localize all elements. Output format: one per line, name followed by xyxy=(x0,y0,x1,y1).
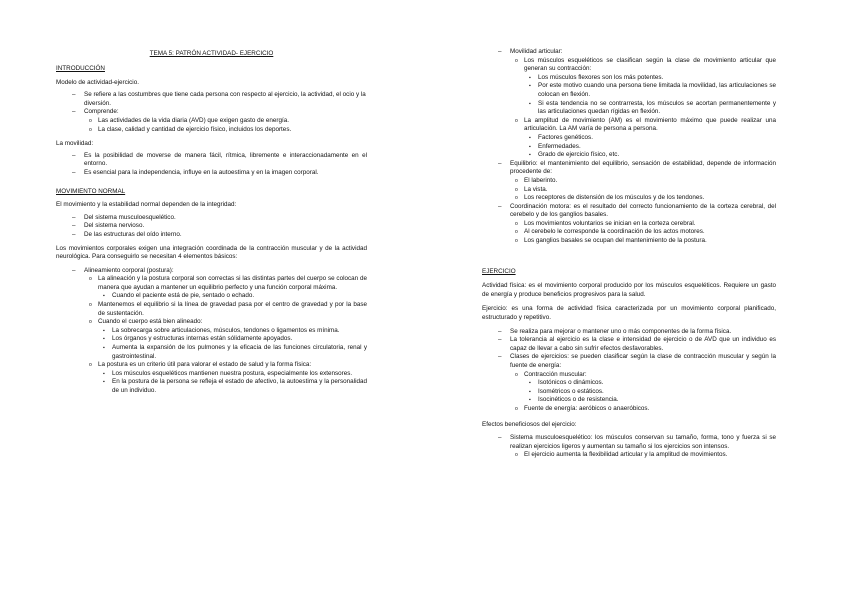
list-item-text: Contracción muscular: xyxy=(524,370,587,378)
right-column xyxy=(482,0,776,460)
list-item: ▪ Isocinéticos o de resistencia. xyxy=(524,396,776,405)
list-item: o Los movimientos voluntarios se inician en la corteza cerebral. xyxy=(510,220,776,229)
movimiento-paragraph: Los movimientos corporales exigen una integración coordinada de la contracción muscular y de la actividad neurológica. Para conseguirlo se necesitan 4 elementos básicos: xyxy=(56,244,367,261)
document-title: TEMA 5: PATRÓN ACTIVIDAD- EJERCICIO xyxy=(149,50,274,57)
list-item: ▪ Los músculos esqueléticos mantienen nuestra postura, especialmente los extensores. xyxy=(98,370,367,379)
list-item: ▪ Factores genéticos. xyxy=(524,134,776,143)
alineamiento-label: Alineamiento corporal (postura): xyxy=(84,266,174,274)
intro-text: Modelo de actividad-ejercicio. xyxy=(56,78,139,86)
list-item xyxy=(510,57,776,117)
list-item: ▪ Los músculos flexores son los más potentes. xyxy=(524,74,776,83)
heading-movimiento-normal: MOVIMIENTO NORMAL xyxy=(56,187,126,195)
list-item xyxy=(482,434,776,460)
list-item xyxy=(482,160,776,203)
list-item xyxy=(482,48,776,160)
sub-sub-list xyxy=(98,370,367,396)
list-item: ▪ Por este motivo cuando una persona tiene limitada la movilidad, las articulaciones se colocan en flexión. xyxy=(524,82,776,99)
coordinacion-text: Coordinación motora: es el resultado del correcto funcionamiento de la corteza cerebral, del cerebelo y de los ganglios basales. xyxy=(510,202,776,219)
list-item: – La tolerancia al ejercicio es la clase e intensidad de ejercicio o de AVD que un individuo es capaz de llevar a cabo sin sufrir efectos desfavorables. xyxy=(482,336,776,353)
movimiento-text: El movimiento y la estabilidad normal dependen de la integridad: xyxy=(56,201,237,209)
left-column xyxy=(56,0,367,396)
list-item-text: Los músculos esqueléticos se clasifican según la clase de movimiento articular que generan su contracción: xyxy=(524,56,776,73)
list-item: ▪ Isométricos o estáticos. xyxy=(524,388,776,397)
list-item: o La clase, calidad y cantidad de ejercicio físico, incluidos los deportes. xyxy=(84,126,367,135)
list-item: ▪ Aumenta la expansión de los pulmones y la eficacia de las funciones circulatoria, renal y gastrointestinal. xyxy=(98,344,367,361)
sub-sub-list xyxy=(98,292,367,301)
list-item: o El laberinto. xyxy=(510,177,776,186)
efectos-label: Efectos beneficiosos del ejercicio: xyxy=(482,420,577,428)
list-item-text: Clases de ejercicios: se pueden clasificar según la clase de contracción muscular y según la fuente de energía: xyxy=(510,353,776,369)
sub-list xyxy=(510,220,776,246)
list-item xyxy=(482,203,776,246)
list-item xyxy=(84,275,367,301)
list-item: ▪ Grado de ejercicio físico, etc. xyxy=(524,151,776,160)
list-item xyxy=(510,371,776,405)
list-item: – Es la posibilidad de moverse de manera fácil, rítmica, libremente e interaccionadamente en el entorno. xyxy=(56,152,367,169)
list-item: o Al cerebelo le corresponde la coordinación de los actos motores. xyxy=(510,228,776,237)
list-item xyxy=(482,353,776,413)
ejercicio-list xyxy=(482,328,776,414)
list-item: ▪ Si esta tendencia no se contrarresta, los músculos se acortan permanentemente y las articulaciones quedan rígidas en flexión. xyxy=(524,100,776,117)
list-item: ▪ Los órganos y estructuras internas están sólidamente apoyados. xyxy=(98,335,367,344)
ejercicio-paragraph: Ejercicio: es una forma de actividad física caracterizada por un movimiento corporal planificado, estructurado y repetitivo. xyxy=(482,305,776,322)
list-item: – Del sistema nervioso. xyxy=(56,222,367,231)
list-item: o La vista. xyxy=(510,186,776,195)
list-item: ▪ Isotónicos o dinámicos. xyxy=(524,379,776,388)
movilidad-articular-label: Movilidad articular: xyxy=(510,48,563,55)
list-item: ▪ Cuando el paciente está de pie, sentado o echado. xyxy=(98,292,367,301)
list-item: – Se refiere a las costumbres que tiene cada persona con respecto al ejercicio, la actividad, el ocio y la diversión. xyxy=(56,91,367,108)
heading-introduccion: INTRODUCCIÓN xyxy=(56,65,105,72)
movimiento-list xyxy=(56,214,367,240)
list-item: ▪ En la postura de la persona se refleja el estado de afectivo, la autoestima y la personalidad de un individuo. xyxy=(98,378,367,395)
list-item: o Mantenemos el equilibrio si la línea de gravedad pasa por el centro de gravedad y por la base de sustentación. xyxy=(84,301,367,318)
efectos-list xyxy=(482,434,776,460)
list-item xyxy=(510,117,776,160)
list-item-text: Comprende: xyxy=(84,108,119,116)
movilidad-list xyxy=(56,152,367,178)
list-item: o Fuente de energía: aeróbicos o anaeróbicos. xyxy=(510,405,776,414)
list-item xyxy=(84,318,367,361)
intro-list xyxy=(56,91,367,134)
heading-ejercicio: EJERCICIO xyxy=(482,267,516,275)
sub-sub-list xyxy=(524,74,776,117)
list-item xyxy=(56,108,367,134)
list-item: – Se realiza para mejorar o mantener uno o más componentes de la forma física. xyxy=(482,328,776,337)
list-item: o Las actividades de la vida diaria (AVD) que exigen gasto de energía. xyxy=(84,117,367,126)
list-item: – De las estructuras del oído interno. xyxy=(56,231,367,240)
movilidad-label: La movilidad: xyxy=(56,140,94,148)
sub-list xyxy=(510,57,776,160)
sub-list xyxy=(510,177,776,203)
list-item: o El ejercicio aumenta la flexibilidad articular y la amplitud de movimientos. xyxy=(510,451,776,460)
list-item-text: La amplitud de movimiento (AM) es el movimiento máximo que puede realizar una articulación. La AM varía de persona a persona. xyxy=(524,116,776,133)
list-item: o Los receptores de distensión de los músculos y de los tendones. xyxy=(510,194,776,203)
list-item-text: La postura es un criterio útil para valorar el estado de salud y la forma física: xyxy=(98,361,312,369)
list-item-text: La alineación y la postura corporal son correctas si las distintas partes del cuerpo se colocan de manera que ayudan a mantener un equilibrio perfecto y una función corporal máxima. xyxy=(98,275,367,291)
alineamiento-list xyxy=(56,267,367,396)
list-item xyxy=(84,361,367,395)
list-item: ▪ Enfermedades. xyxy=(524,143,776,152)
sub-list xyxy=(84,117,367,134)
list-item: o Los ganglios basales se ocupan del mantenimiento de la postura. xyxy=(510,237,776,246)
list-item: ▪ La sobrecarga sobre articulaciones, músculos, tendones o ligamentos es mínima. xyxy=(98,327,367,336)
equilibrio-text: Equilibrio: el mantenimiento del equilibrio, sensación de estabilidad, depende de información procedente de: xyxy=(510,159,776,176)
sub-sub-list xyxy=(524,134,776,160)
list-item-text: Sistema musculoesquelético: los músculos conservan su tamaño, forma, tono y fuerza si se realizan ejercicios ligeros y aumentan su tamaño si los ejercicios son intensos. xyxy=(510,434,776,450)
list-item-text: Cuando el cuerpo está bien alineado: xyxy=(98,318,203,326)
sub-list xyxy=(510,371,776,414)
list-item: – Es esencial para la independencia, influye en la autoestima y en la imagen corporal. xyxy=(56,169,367,178)
movilidad-articular-list xyxy=(482,48,776,246)
sub-sub-list xyxy=(98,327,367,361)
list-item xyxy=(56,267,367,396)
sub-list xyxy=(84,275,367,395)
sub-sub-list xyxy=(524,379,776,405)
sub-list xyxy=(510,451,776,460)
list-item: – Del sistema musculoesquelético. xyxy=(56,214,367,223)
actividad-fisica-paragraph: Actividad física: es el movimiento corporal producido por los músculos esqueléticos. Requiere un gasto de energía y produce beneficios progresivos para la salud. xyxy=(482,282,776,298)
